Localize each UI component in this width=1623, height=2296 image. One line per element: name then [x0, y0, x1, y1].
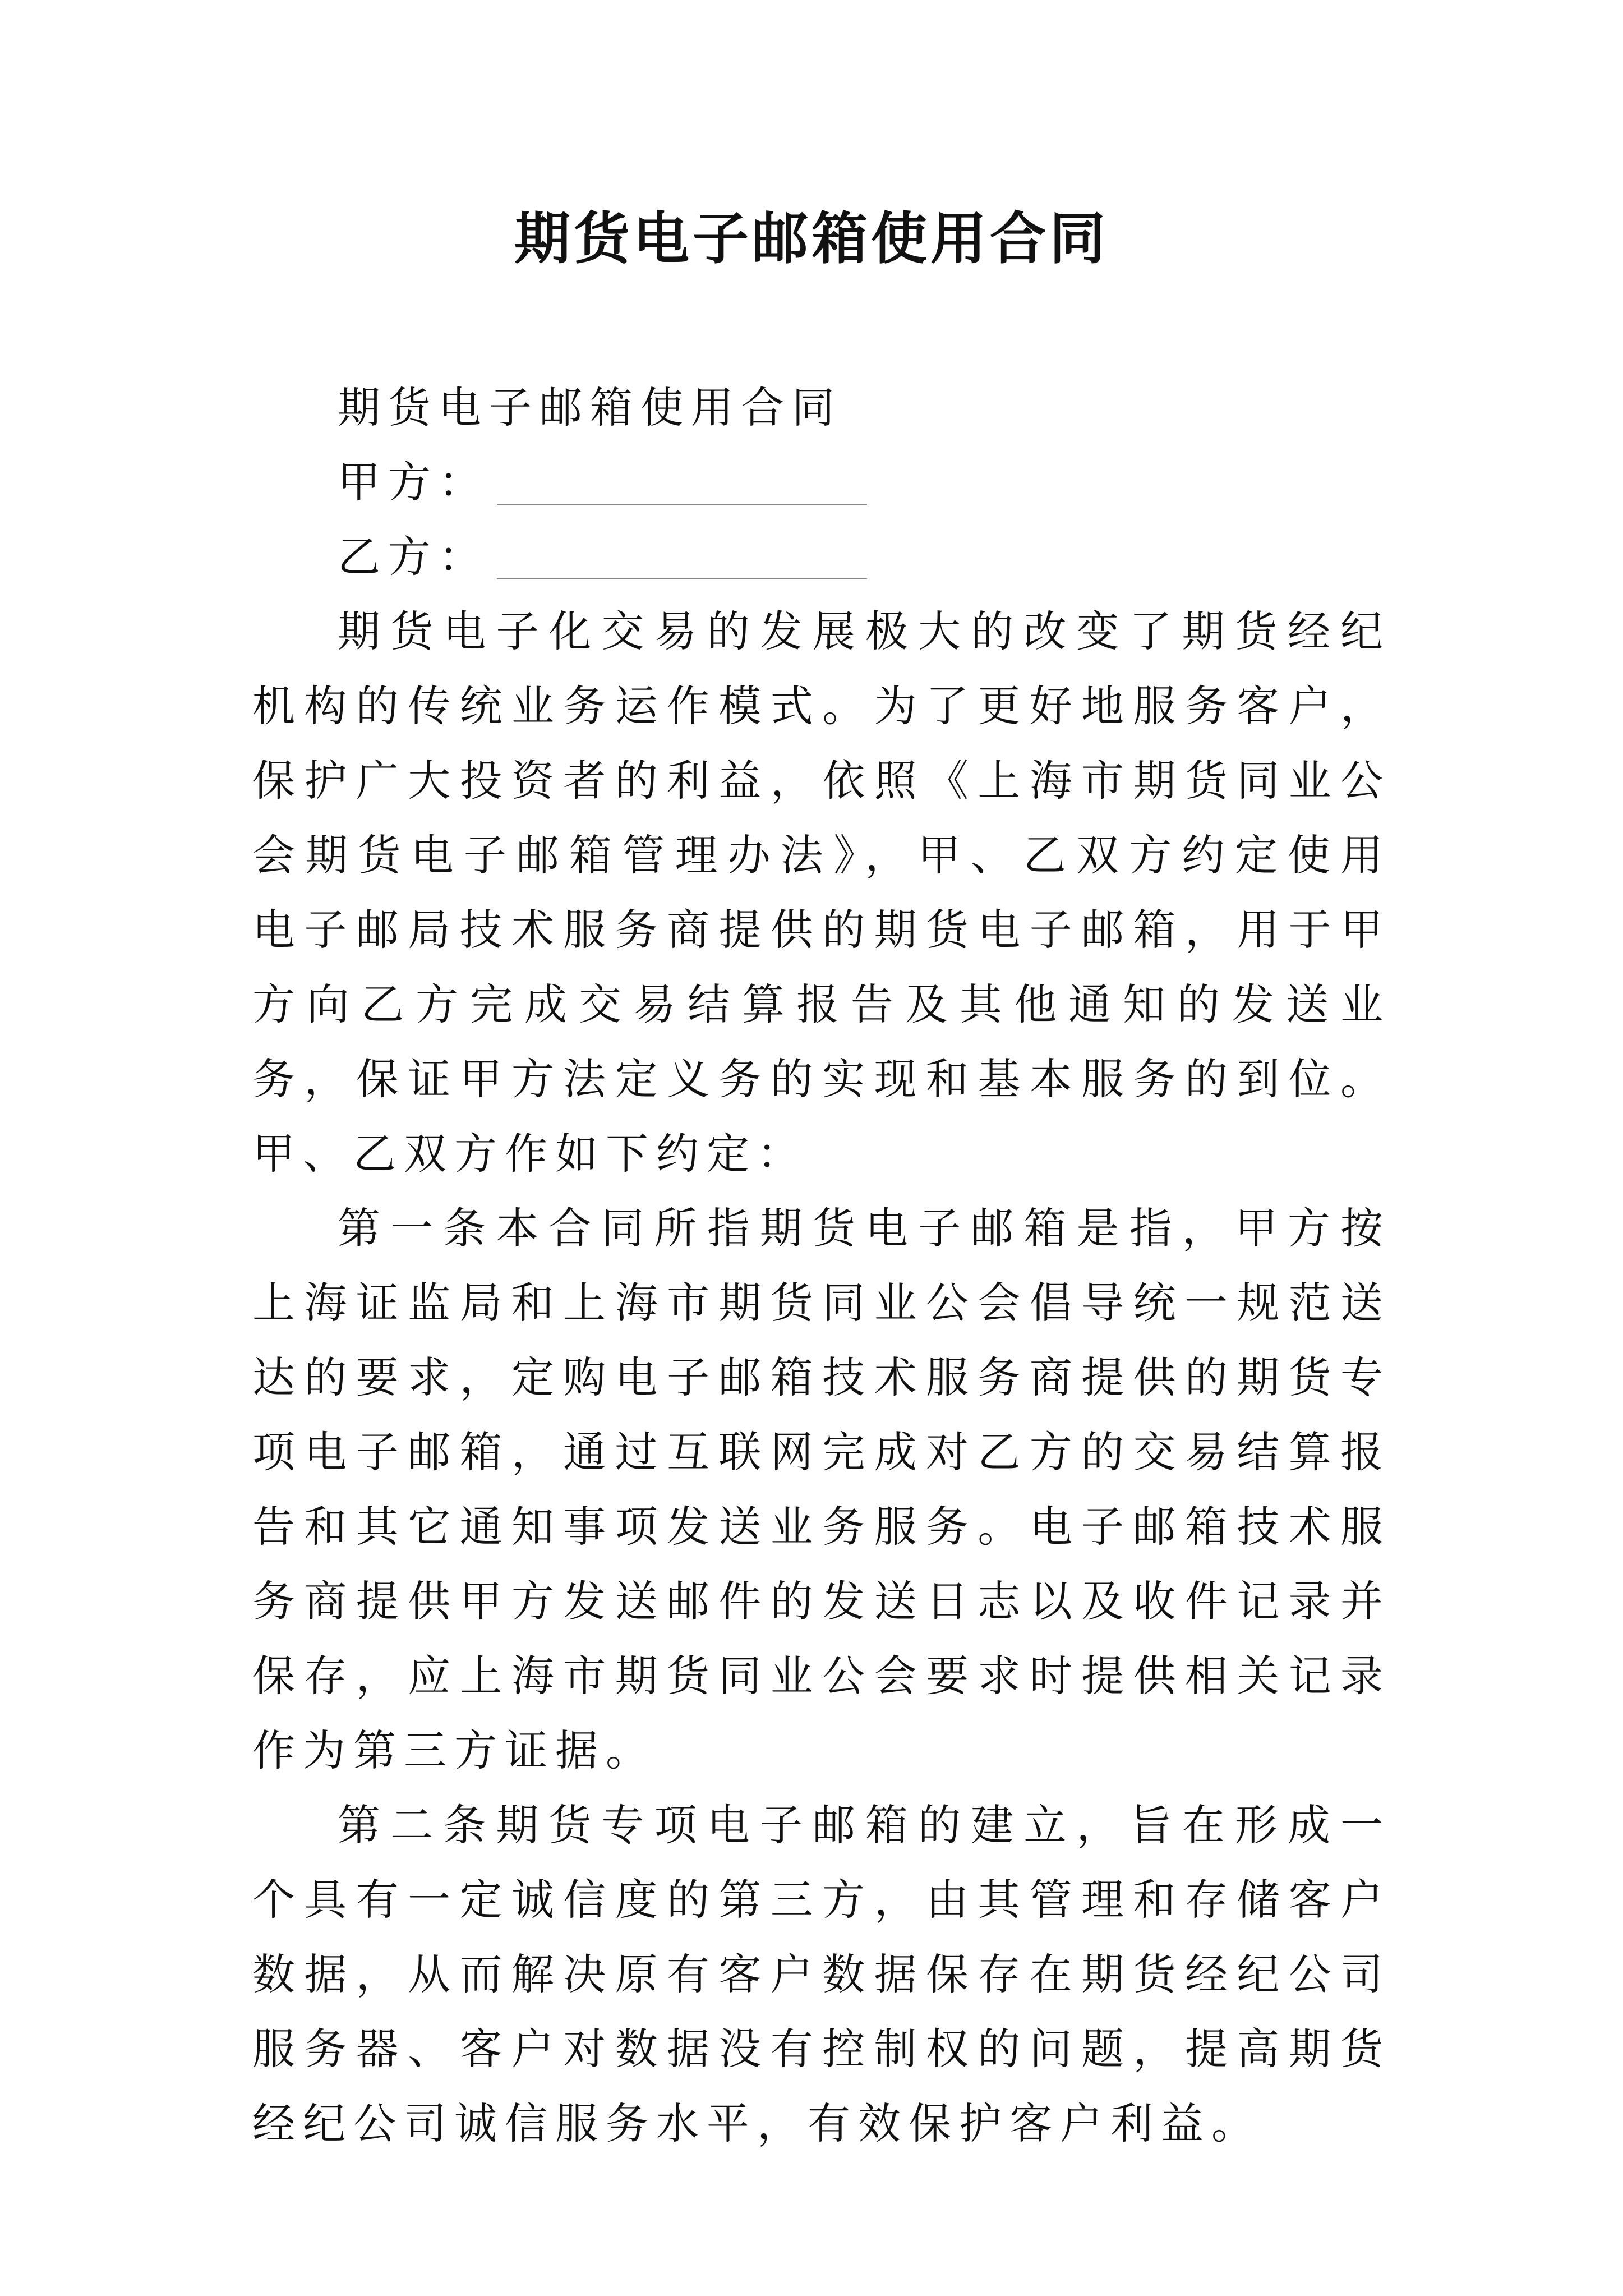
paragraph-intro: 期货电子化交易的发展极大的改变了期货经纪机构的传统业务运作模式。为了更好地服务客户，保护广大投资者的利益，依照《上海市期货同业公会期货电子邮箱管理办法》，甲、乙双方约定使用电子邮局技术服务商提供的期货电子邮箱，用于甲方向乙方完成交易结算报告及其他通知的发送业务，保证甲方法定义务的实现和基本服务的到位。甲、乙双方作如下约定： [252, 606, 1391, 1179]
document-body [252, 370, 1391, 2161]
party-a-line [252, 445, 1391, 519]
party-a-label: 甲方： [338, 457, 489, 507]
paragraph-article-1: 第一条本合同所指期货电子邮箱是指，甲方按上海证监局和上海市期货同业公会倡导统一规范送达的要求，定购电子邮箱技术服务商提供的期货专项电子邮箱，通过互联网完成对乙方的交易结算报告和其它通知事项发送业务服务。电子邮箱技术服务商提供甲方发送邮件的发送日志以及收件记录并保存，应上海市期货同业公会要求时提供相关记录作为第三方证据。 [252, 1203, 1391, 1775]
party-b-line [252, 519, 1391, 594]
party-b-blank[interactable] [497, 578, 867, 579]
party-a-blank[interactable] [497, 504, 867, 505]
paragraph-article-2: 第二条期货专项电子邮箱的建立，旨在形成一个具有一定诚信度的第三方，由其管理和存储客户数据，从而解决原有客户数据保存在期货经纪公司服务器、客户对数据没有控制权的问题，提高期货经纪公司诚信服务水平，有效保护客户利益。 [252, 1800, 1391, 2148]
document-subtitle: 期货电子邮箱使用合同 [338, 383, 842, 432]
document-title: 期货电子邮箱使用合同 [514, 205, 1109, 272]
party-b-label: 乙方： [338, 532, 489, 582]
